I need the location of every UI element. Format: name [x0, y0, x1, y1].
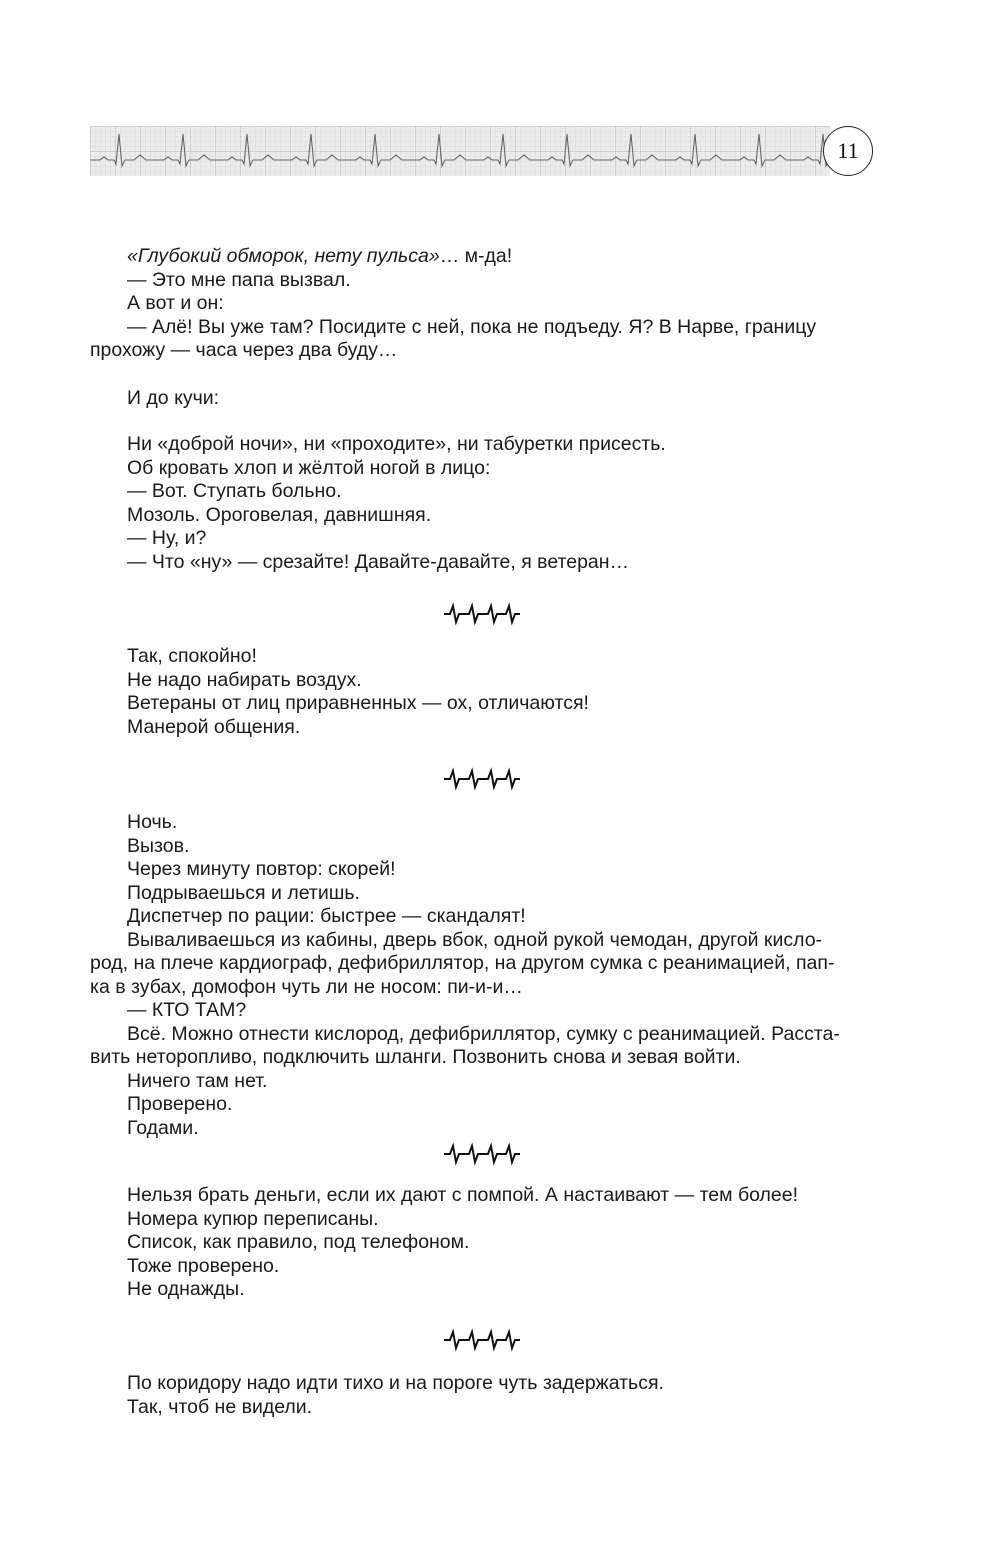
paragraph: Так, спокойно! — [127, 645, 257, 667]
page-number: 11 — [823, 126, 873, 176]
paragraph: — Ну, и? — [127, 527, 207, 549]
paragraph: Ни «доброй ночи», ни «проходите», ни табуретки присесть. — [127, 433, 666, 455]
paragraph: Мозоль. Ороговелая, давнишняя. — [127, 503, 432, 526]
paragraph: Так, чтоб не видели. — [127, 1395, 313, 1418]
paragraph: Вываливаешься из кабины, дверь вбок, одной рукой чемодан, другой кисло- — [127, 928, 823, 951]
paragraph: И до кучи: — [127, 387, 220, 409]
paragraph-continuation: ка в зубах, домофон чуть ли не носом: пи-и-и… — [90, 975, 523, 998]
paragraph: Вызов. — [127, 834, 190, 857]
paragraph-continuation: прохожу — часа через два буду… — [90, 339, 398, 361]
quoted-diagnosis: «Глубокий обморок, нету пульса» — [127, 245, 440, 267]
section-3 — [127, 433, 875, 574]
paragraph: — КТО ТАМ? — [127, 999, 247, 1021]
section-7 — [127, 1372, 875, 1419]
paragraph: — Вот. Ступать больно. — [127, 480, 342, 502]
paragraph: Ничего там нет. — [127, 1069, 268, 1092]
paragraph: А вот и он: — [127, 292, 224, 314]
paragraph: Ночь. — [127, 811, 178, 833]
section-2 — [127, 387, 875, 411]
paragraph: Диспетчер по рации: быстрее — скандалят! — [127, 905, 526, 927]
section-6 — [127, 1184, 875, 1302]
paragraph: Через минуту повтор: скорей! — [127, 858, 396, 880]
paragraph: Ветераны от лиц приравненных — ох, отличаются! — [127, 692, 589, 714]
paragraph: — Что «ну» — срезайте! Давайте-давайте, я ветеран… — [127, 550, 630, 573]
paragraph: Не однажды. — [127, 1278, 245, 1300]
heartbeat-divider-icon — [444, 1140, 520, 1166]
paragraph: Не надо набирать воздух. — [127, 668, 362, 691]
ecg-strip-icon — [90, 126, 830, 176]
paragraph: — Это мне папа вызвал. — [127, 268, 351, 291]
heartbeat-divider-icon — [444, 1326, 520, 1352]
paragraph: Тоже проверено. — [127, 1254, 280, 1277]
paragraph: Всё. Можно отнести кислород, дефибриллятор, сумку с реанимацией. Расста- — [127, 1022, 840, 1045]
heartbeat-divider-icon — [444, 765, 520, 791]
paragraph: Годами. — [127, 1116, 199, 1139]
paragraph: — Алё! Вы уже там? Посидите с ней, пока не подъеду. Я? В Нарве, границу — [127, 315, 817, 338]
heartbeat-divider-icon — [444, 600, 520, 626]
paragraph: Об кровать хлоп и жёлтой ногой в лицо: — [127, 456, 491, 479]
paragraph: Манерой общения. — [127, 715, 301, 738]
paragraph: Номера купюр переписаны. — [127, 1207, 379, 1230]
paragraph-continuation: род, на плече кардиограф, дефибриллятор, на другом сумка с реанимацией, пап- — [90, 952, 835, 974]
section-4 — [127, 645, 875, 739]
paragraph: Список, как правило, под телефоном. — [127, 1231, 470, 1253]
paragraph: Нельзя брать деньги, если их дают с помпой. А настаивают — тем более! — [127, 1184, 799, 1206]
paragraph-continuation: вить неторопливо, подключить шланги. Позвонить снова и зевая войти. — [90, 1046, 741, 1068]
text-fragment: … м-да! — [439, 245, 513, 267]
section-1 — [90, 245, 875, 363]
paragraph — [127, 245, 875, 269]
section-5 — [90, 811, 875, 1140]
paragraph: По коридору надо идти тихо и на пороге чуть задержаться. — [127, 1372, 664, 1394]
paragraph: Подрываешься и летишь. — [127, 881, 360, 904]
page-header — [90, 126, 880, 178]
paragraph: Проверено. — [127, 1093, 233, 1115]
